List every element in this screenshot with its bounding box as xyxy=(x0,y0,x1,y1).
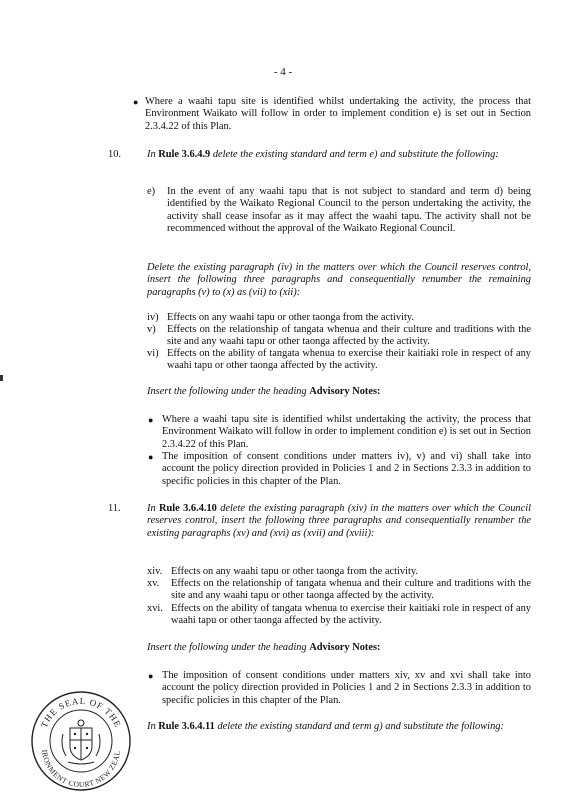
instruction-paragraph xyxy=(147,262,531,299)
list-item xyxy=(167,348,531,373)
standard-text-body: In the event of any waahi tapu that is not subject to standard and term d) being identified by the Waikato Regional Council to the person undertaking the activity, the activity shall cease insofar as it may affect the waahi tapu. The activity shall not be recommenced without the approval of the Waikato Regional Council. xyxy=(167,186,531,235)
bullet-item xyxy=(148,670,531,707)
svg-text:THE SEAL OF THE: THE SEAL OF THE xyxy=(38,695,124,730)
list-item xyxy=(171,566,531,578)
instruction-paragraph xyxy=(147,721,531,733)
list-label: e) xyxy=(147,186,156,197)
list-item-text: Effects on any waahi tapu or other taonga from the activity. xyxy=(167,312,414,323)
seal-icon xyxy=(30,690,132,792)
bullet-item xyxy=(148,414,531,451)
bullet-icon: ● xyxy=(148,671,154,681)
margin-mark xyxy=(0,375,3,381)
list-item xyxy=(171,578,531,603)
list-item-text: Effects on the relationship of tangata whenua and their culture and traditions with the site and any waahi tapu or other taonga affected by the activity. xyxy=(167,324,531,348)
insert-heading xyxy=(147,386,531,398)
instruction-text: In xyxy=(147,721,159,732)
bullet-item xyxy=(148,451,531,488)
instruction-text: delete the existing paragraph (xiv) in the matters over which the Council reserves control, insert the following three paragraphs and consequentially renumber the existing paragraphs (xv) and (xvi) as (xvii) and (xviii): xyxy=(147,503,531,539)
rule-ref: Rule 3.6.4.9 xyxy=(158,149,211,160)
instruction-text: In xyxy=(147,149,159,160)
list-label: xv. xyxy=(147,578,160,589)
list-label: xvi. xyxy=(147,603,163,614)
instruction-text: delete the existing standard and term e) and substitute the following: xyxy=(210,149,499,160)
list-item-text: Effects on the ability of tangata whenua to exercise their kaitiaki role in respect of any waahi tapu or other taonga affected by the activity. xyxy=(167,348,531,372)
list-item xyxy=(167,312,531,324)
svg-text:ENVIRONMENT COURT NEW ZEALAND: IRONMENT COURT NEW ZEAL xyxy=(40,749,122,790)
list-label: xiv. xyxy=(147,566,163,577)
bullet-icon: ● xyxy=(148,452,154,462)
list-label: v) xyxy=(147,324,156,335)
list-item xyxy=(171,603,531,628)
bullet-text: The imposition of consent conditions under matters iv), v) and vi) shall take into account the policy direction provided in Policies 1 and 2 in Sections 2.3.3 in addition to specific policies in this chapter of the Plan. xyxy=(162,451,531,487)
page-number: - 4 - xyxy=(273,66,293,78)
item-number: 10. xyxy=(108,149,121,160)
bullet-icon: ● xyxy=(148,415,154,425)
bullet-item xyxy=(133,96,531,133)
rule-ref: Rule 3.6.4.10 xyxy=(159,503,217,514)
instruction-text: delete the existing standard and term g) and substitute the following: xyxy=(214,721,504,732)
list-label: vi) xyxy=(147,348,159,359)
insert-heading xyxy=(147,642,531,654)
list-item-text: Effects on the relationship of tangata whenua and their culture and traditions with the site and any waahi tapu or other taonga affected by the activity. xyxy=(171,578,531,602)
bullet-text: The imposition of consent conditions under matters xiv, xv and xvi shall take into account the policy direction provided in Policies 1 and 2 in Sections 2.3.3 in addition to specific policies in this chapter of the Plan. xyxy=(162,670,531,706)
list-item-text: Effects on any waahi tapu or other taonga from the activity. xyxy=(171,566,418,577)
instruction-paragraph xyxy=(147,149,531,161)
court-seal xyxy=(30,690,132,792)
bullet-icon: ● xyxy=(133,97,139,107)
list-label: iv) xyxy=(147,312,159,323)
advisory-heading: Advisory Notes: xyxy=(309,642,381,653)
rule-ref: Rule 3.6.4.11 xyxy=(158,721,215,732)
advisory-heading: Advisory Notes: xyxy=(309,386,381,397)
insert-text: Insert the following under the heading xyxy=(147,386,310,397)
list-item-text: Effects on the ability of tangata whenua to exercise their kaitiaki role in respect of any waahi tapu or other taonga affected by the activity. xyxy=(171,603,531,627)
instruction-text: Delete the existing paragraph (iv) in the matters over which the Council reserves control, insert the following three paragraphs and consequentially renumber the remaining paragraphs (v) to (x) as (vii) to (xii): xyxy=(147,262,531,298)
instruction-paragraph xyxy=(147,503,531,540)
item-number: 11. xyxy=(108,503,121,514)
instruction-text: In xyxy=(147,503,159,514)
list-item xyxy=(167,324,531,349)
standard-text xyxy=(167,186,531,236)
bullet-text: Where a waahi tapu site is identified whilst undertaking the activity, the process that Environment Waikato will follow in order to implement condition e) is set out in Section 2.3.4.22 of this Plan. xyxy=(162,414,531,450)
insert-text: Insert the following under the heading xyxy=(147,642,310,653)
bullet-text: Where a waahi tapu site is identified whilst undertaking the activity, the process that Environment Waikato will follow in order to implement condition e) is set out in Section 2.3.4.22 of this Plan. xyxy=(145,96,531,132)
